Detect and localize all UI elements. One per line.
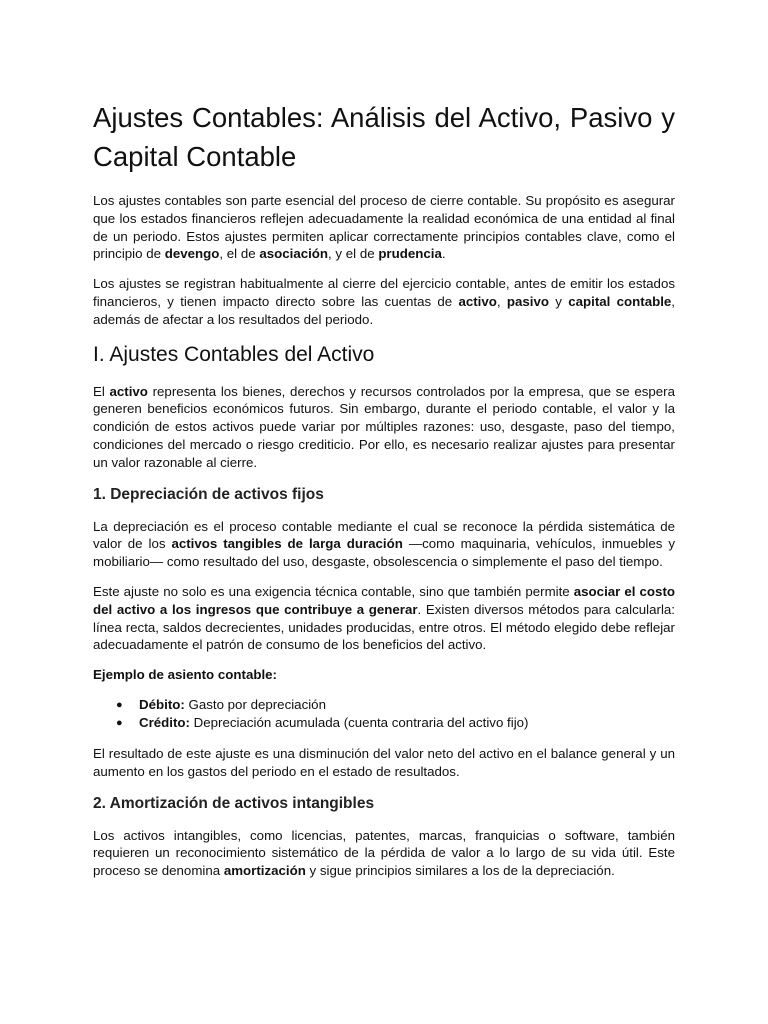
journal-entry-list: [93, 696, 675, 733]
text-run: ,: [496, 293, 507, 309]
text-run: Los ajustes se registran habitualmente al cierre del ejercicio contable, antes de emitir los estados financieros, y tienen impacto directo sobre las cuentas de: [93, 276, 675, 309]
bullet-icon: ●: [116, 698, 123, 711]
text-run: y: [549, 293, 569, 309]
list-item-debito: [93, 696, 675, 715]
bold-term-activos-tangibles: activos tangibles de larga duración: [171, 536, 403, 552]
subheading-depreciacion: 1. Depreciación de activos fijos: [93, 485, 324, 503]
bold-term-amortizacion: amortización: [223, 863, 306, 879]
entry-text: Depreciación acumulada (cuenta contraria del activo fijo): [189, 715, 529, 731]
entry-label: Débito:: [139, 696, 185, 712]
text-run: . Existen diversos métodos para calcularla: línea recta, saldos decrecientes, unidades producidas, entre otros. El método elegido debe reflejar adecuadamente el patrón de consumo de los beneficios del activo.: [93, 601, 675, 653]
example-label: Ejemplo de asiento contable:: [93, 667, 277, 683]
intro-paragraph-1: [93, 192, 675, 263]
list-item-credito: [93, 714, 675, 733]
bold-term-devengo: devengo: [164, 246, 220, 262]
bold-term-prudencia: prudencia: [378, 246, 442, 262]
depreciacion-paragraph-2: [93, 583, 675, 654]
bold-term-asociacion: asociación: [259, 246, 329, 262]
subheading-amortizacion: 2. Amortización de activos intangibles: [93, 794, 375, 812]
bullet-icon: ●: [116, 717, 123, 730]
text-run: El: [93, 383, 110, 399]
text-run: La depreciación es el proceso contable mediante el cual se reconoce la pérdida sistemática de valor de los: [93, 518, 675, 552]
text-run: .: [441, 246, 446, 262]
amortizacion-paragraph-1: [93, 827, 675, 880]
text-run: representa los bienes, derechos y recursos controlados por la empresa, que se espera generen beneficios económicos futuros. Sin embargo, durante el periodo contable, el valor y la condición de estos activos puede variar por múltiples razones: uso, desgaste, paso del tiempo, condiciones del mercado o riesgo crediticio. Por ello, es necesario realizar ajustes para presentar un valor razonable al cierre.: [93, 383, 675, 470]
bold-term-activo: activo: [458, 293, 497, 309]
text-run: —como maquinaria, vehículos, inmuebles y mobiliario— como resultado del uso, desgaste, obsolescencia o simplemente el paso del tiempo.: [93, 536, 676, 570]
bold-term-capital-contable: capital contable: [568, 293, 672, 309]
text-run: Los ajustes contables son parte esencial del proceso de cierre contable. Su propósito es asegurar que los estados financieros reflejen adecuadamente la realidad económica de una entidad al final de un periodo. Estos ajustes permiten aplicar correctamente principios contables clave, como el principio de: [93, 193, 675, 262]
document-page: [93, 98, 675, 892]
depreciacion-paragraph-1: [93, 518, 675, 571]
bold-term-pasivo: pasivo: [506, 293, 550, 309]
text-run: Este ajuste no solo es una exigencia técnica contable, sino que también permite: [93, 583, 574, 599]
bold-term-asociar-costo: asociar el costo del activo a los ingresos que contribuye a generar: [93, 583, 676, 617]
intro-paragraph-2: [93, 275, 675, 328]
text-run: , el de: [219, 246, 260, 262]
section1-paragraph: [93, 383, 675, 472]
document-title: Ajustes Contables: Análisis del Activo, Pasivo y Capital Contable: [93, 102, 675, 172]
entry-label: Crédito:: [139, 715, 190, 731]
section-heading-activo: I. Ajustes Contables del Activo: [93, 342, 375, 366]
bold-term-activo: activo: [109, 383, 148, 399]
text-run: , además de afectar a los resultados del periodo.: [93, 293, 675, 327]
entry-text: Gasto por depreciación: [184, 696, 326, 712]
text-run: y sigue principios similares a los de la depreciación.: [305, 863, 615, 879]
text-run: , y el de: [328, 246, 379, 262]
text-run: Los activos intangibles, como licencias, patentes, marcas, franquicias o software, también requieren un reconocimiento sistemático de la pérdida de valor a lo largo de su vida útil. Este proceso se denomina: [93, 827, 675, 879]
depreciacion-paragraph-3: El resultado de este ajuste es una disminución del valor neto del activo en el balance general y un aumento en los gastos del periodo en el estado de resultados.: [93, 745, 675, 779]
